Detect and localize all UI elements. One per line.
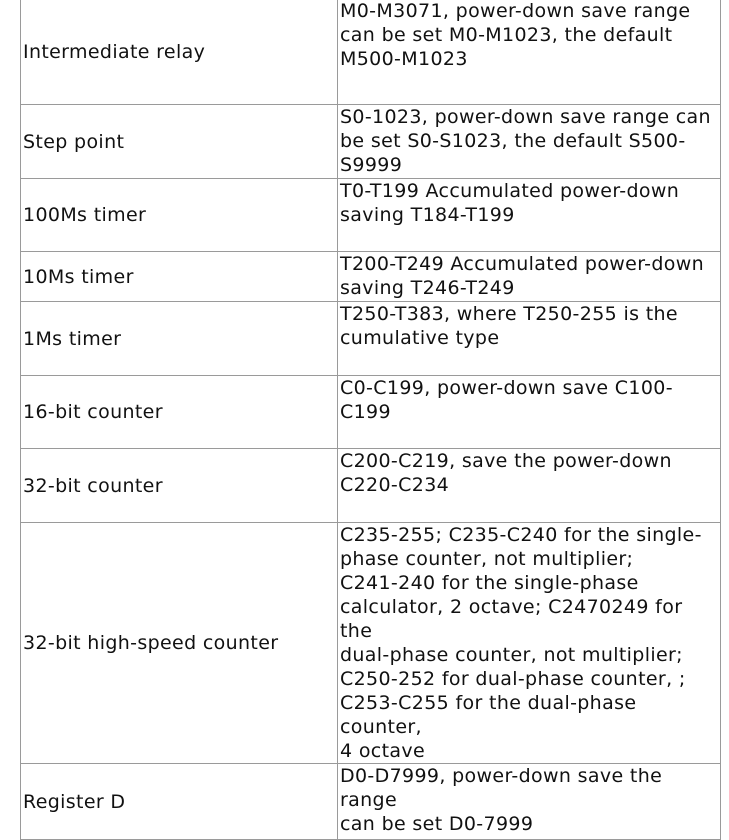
table-row — [21, 376, 721, 449]
row-label: Intermediate relay — [21, 0, 338, 105]
row-label: 100Ms timer — [21, 179, 338, 252]
table-row — [21, 179, 721, 252]
row-label: 1Ms timer — [21, 302, 338, 376]
table-row — [21, 0, 721, 105]
row-label: 32-bit high-speed counter — [21, 523, 338, 764]
row-label: 10Ms timer — [21, 252, 338, 302]
row-description: S0-1023, power-down save range can be set S0-S1023, the default S500- S9999 — [338, 105, 721, 179]
table-row — [21, 764, 721, 840]
row-description: T200-T249 Accumulated power-down saving T246-T249 — [338, 252, 721, 302]
row-label: Register D — [21, 764, 338, 840]
row-description: C235-255; C235-C240 for the single- phase counter, not multiplier; C241-240 for the single-phase calculator, 2 octave; C2470249 for the dual-phase counter, not multiplier; C250-252 for dual-phase counter, ; C253-C255 for the dual-phase counter, 4 octave — [338, 523, 721, 764]
row-description: C0-C199, power-down save C100- C199 — [338, 376, 721, 449]
table-row — [21, 302, 721, 376]
row-label: 16-bit counter — [21, 376, 338, 449]
table-row — [21, 449, 721, 523]
table-row — [21, 252, 721, 302]
row-description: D0-D7999, power-down save the range can be set D0-7999 — [338, 764, 721, 840]
row-description: T250-T383, where T250-255 is the cumulative type — [338, 302, 721, 376]
row-description: C200-C219, save the power-down C220-C234 — [338, 449, 721, 523]
table-row — [21, 523, 721, 764]
row-label: Step point — [21, 105, 338, 179]
row-label: 32-bit counter — [21, 449, 338, 523]
spec-table — [20, 0, 721, 840]
row-description: T0-T199 Accumulated power-down saving T184-T199 — [338, 179, 721, 252]
row-description: M0-M3071, power-down save range can be set M0-M1023, the default M500-M1023 — [338, 0, 721, 105]
table-row — [21, 105, 721, 179]
